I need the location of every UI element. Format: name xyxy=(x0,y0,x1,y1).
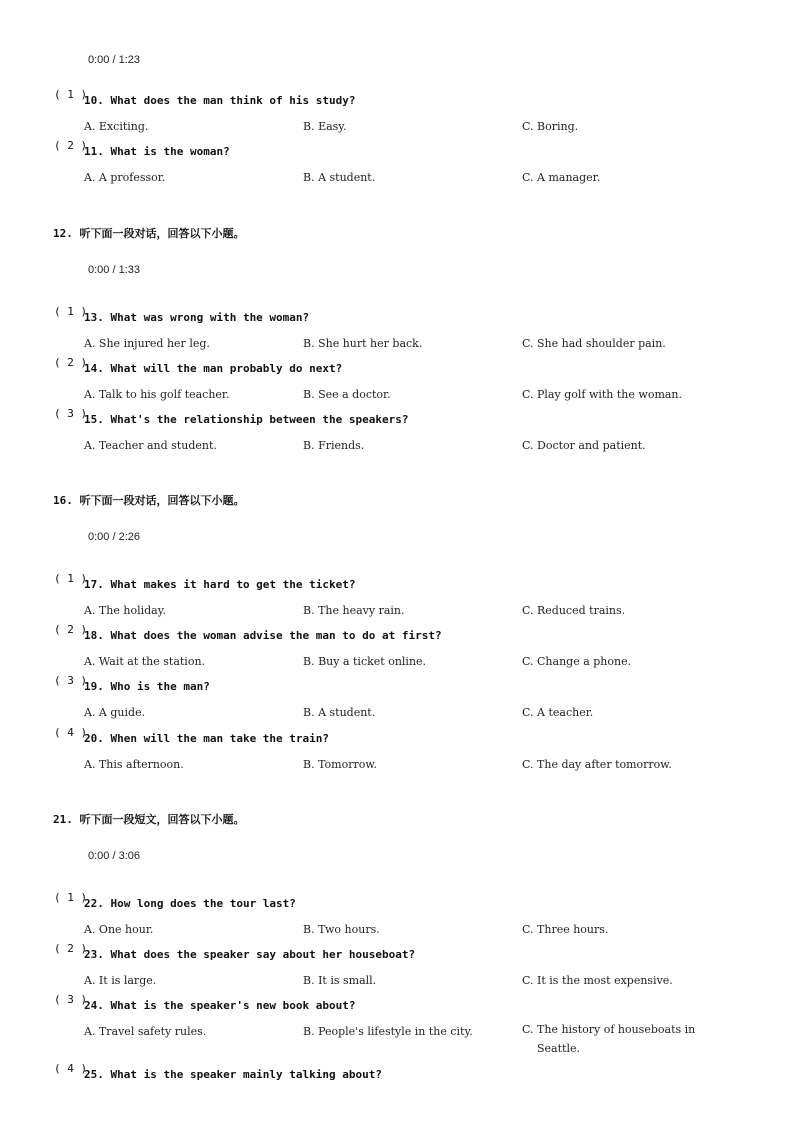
option-a[interactable]: A. Exciting. xyxy=(84,120,149,133)
question-text: 14. What will the man probably do next? xyxy=(84,362,343,375)
option-b[interactable]: B. Two hours. xyxy=(303,923,380,936)
option-a[interactable]: A. Wait at the station. xyxy=(84,655,206,668)
option-c[interactable]: C. The day after tomorrow. xyxy=(522,758,672,771)
question-number: ( 2 ) xyxy=(54,623,88,636)
question-number: ( 1 ) xyxy=(54,305,88,318)
option-b[interactable]: B. A student. xyxy=(303,706,376,719)
option-c[interactable]: C. Change a phone. xyxy=(522,655,632,668)
question-text: 15. What's the relationship between the speakers? xyxy=(84,413,409,426)
option-c[interactable]: C. Play golf with the woman. xyxy=(522,388,683,401)
option-b[interactable]: B. She hurt her back. xyxy=(303,337,423,350)
option-c[interactable]: C. She had shoulder pain. xyxy=(522,337,666,350)
question-number: ( 1 ) xyxy=(54,88,88,101)
option-b[interactable]: B. The heavy rain. xyxy=(303,604,405,617)
option-a[interactable]: A. It is large. xyxy=(84,974,157,987)
question-text: 25. What is the speaker mainly talking about? xyxy=(84,1068,383,1081)
option-b[interactable]: B. A student. xyxy=(303,171,376,184)
option-c[interactable] xyxy=(522,1020,712,1058)
option-a[interactable]: A. One hour. xyxy=(84,923,154,936)
audio-player-time[interactable]: 0:00 / 1:23 xyxy=(88,54,140,66)
question-number: ( 3 ) xyxy=(54,993,88,1006)
question-number: ( 4 ) xyxy=(54,1062,88,1075)
option-a[interactable]: A. Teacher and student. xyxy=(84,439,217,452)
option-c[interactable]: C. Doctor and patient. xyxy=(522,439,646,452)
option-c-line2: Seattle. xyxy=(537,1042,580,1055)
question-number: ( 3 ) xyxy=(54,674,88,687)
question-text: 23. What does the speaker say about her houseboat? xyxy=(84,948,416,961)
option-a[interactable]: A. She injured her leg. xyxy=(84,337,210,350)
question-text: 24. What is the speaker's new book about? xyxy=(84,999,356,1012)
question-text: 22. How long does the tour last? xyxy=(84,897,296,910)
question-text: 18. What does the woman advise the man to do at first? xyxy=(84,629,442,642)
option-b[interactable]: B. Easy. xyxy=(303,120,347,133)
option-b[interactable]: B. Tomorrow. xyxy=(303,758,377,771)
audio-player-time[interactable]: 0:00 / 2:26 xyxy=(88,531,140,543)
section-heading: 12. 听下面一段对话，回答以下小题。 xyxy=(53,227,245,240)
option-b[interactable]: B. Buy a ticket online. xyxy=(303,655,427,668)
question-text: 13. What was wrong with the woman? xyxy=(84,311,310,324)
option-c[interactable]: C. A manager. xyxy=(522,171,601,184)
question-number: ( 2 ) xyxy=(54,139,88,152)
question-text: 17. What makes it hard to get the ticket? xyxy=(84,578,356,591)
option-c-line1: C. The history of houseboats in xyxy=(522,1023,696,1036)
option-b[interactable]: B. People's lifestyle in the city. xyxy=(303,1025,473,1038)
section-heading: 16. 听下面一段对话，回答以下小题。 xyxy=(53,494,245,507)
option-a[interactable]: A. A guide. xyxy=(84,706,146,719)
option-a[interactable]: A. A professor. xyxy=(84,171,166,184)
audio-player-time[interactable]: 0:00 / 3:06 xyxy=(88,850,140,862)
option-c[interactable]: C. It is the most expensive. xyxy=(522,974,673,987)
question-text: 11. What is the woman? xyxy=(84,145,230,158)
option-c[interactable]: C. Boring. xyxy=(522,120,579,133)
option-c[interactable]: C. Reduced trains. xyxy=(522,604,626,617)
option-a[interactable]: A. Travel safety rules. xyxy=(84,1025,207,1038)
question-number: ( 3 ) xyxy=(54,407,88,420)
question-number: ( 1 ) xyxy=(54,572,88,585)
option-c[interactable]: C. Three hours. xyxy=(522,923,609,936)
question-text: 10. What does the man think of his study? xyxy=(84,94,356,107)
option-b[interactable]: B. It is small. xyxy=(303,974,377,987)
option-a[interactable]: A. Talk to his golf teacher. xyxy=(84,388,230,401)
option-b[interactable]: B. See a doctor. xyxy=(303,388,391,401)
option-a[interactable]: A. The holiday. xyxy=(84,604,166,617)
option-a[interactable]: A. This afternoon. xyxy=(84,758,184,771)
question-number: ( 2 ) xyxy=(54,942,88,955)
option-b[interactable]: B. Friends. xyxy=(303,439,365,452)
audio-player-time[interactable]: 0:00 / 1:33 xyxy=(88,264,140,276)
question-text: 20. When will the man take the train? xyxy=(84,732,330,745)
question-number: ( 1 ) xyxy=(54,891,88,904)
question-number: ( 2 ) xyxy=(54,356,88,369)
question-text: 19. Who is the man? xyxy=(84,680,210,693)
option-c[interactable]: C. A teacher. xyxy=(522,706,594,719)
question-number: ( 4 ) xyxy=(54,726,88,739)
section-heading: 21. 听下面一段短文，回答以下小题。 xyxy=(53,813,245,826)
